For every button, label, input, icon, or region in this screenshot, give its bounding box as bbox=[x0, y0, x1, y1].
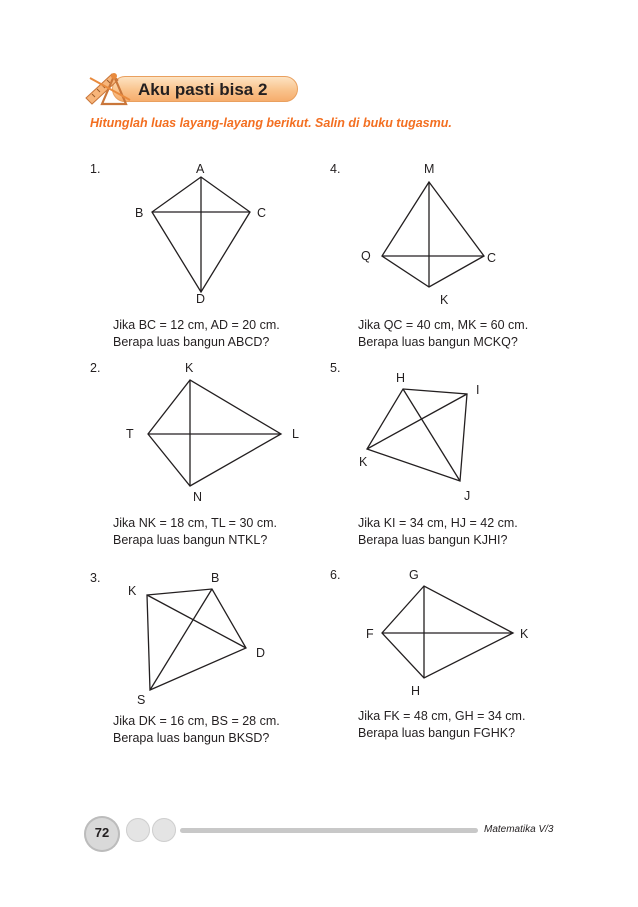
vertex-label: I bbox=[476, 383, 480, 397]
page-number: 72 bbox=[94, 825, 110, 840]
vertex-label: K bbox=[520, 627, 529, 641]
section-title: Aku pasti bisa 2 bbox=[138, 80, 268, 99]
problem-given: Jika KI = 34 cm, HJ = 42 cm. bbox=[358, 516, 518, 530]
vertex-label: C bbox=[487, 251, 497, 265]
problem-text-4 bbox=[358, 317, 528, 351]
problem-question: Berapa luas bangun FGHK? bbox=[358, 726, 516, 740]
vertex-label: H bbox=[396, 371, 406, 385]
problem-given: Jika NK = 18 cm, TL = 30 cm. bbox=[113, 516, 277, 530]
problem-text-1 bbox=[113, 317, 280, 351]
vertex-label: C bbox=[257, 206, 267, 220]
vertex-label: J bbox=[464, 489, 471, 503]
vertex-label: M bbox=[424, 162, 435, 176]
problem-question: Berapa luas bangun MCKQ? bbox=[358, 335, 518, 349]
vertex-label: D bbox=[196, 292, 206, 306]
problem-given: Jika QC = 40 cm, MK = 60 cm. bbox=[358, 318, 529, 332]
vertex-label: B bbox=[135, 206, 144, 220]
vertex-label: D bbox=[256, 646, 266, 660]
kite-figure-4 bbox=[382, 182, 484, 287]
vertex-label: B bbox=[211, 571, 220, 585]
kite-figure-5 bbox=[367, 389, 467, 481]
vertex-label: S bbox=[137, 693, 146, 707]
footer-dot bbox=[152, 818, 176, 842]
problem-question: Berapa luas bangun BKSD? bbox=[113, 731, 270, 745]
problem-text-2 bbox=[113, 515, 277, 549]
vertex-label: F bbox=[366, 627, 374, 641]
book-title: Matematika V/3 bbox=[484, 824, 554, 835]
vertex-label: K bbox=[359, 455, 368, 469]
problem-number-1: 1. bbox=[90, 162, 101, 176]
kite-figure-1 bbox=[152, 177, 250, 292]
problem-text-3 bbox=[113, 713, 280, 747]
vertex-label: L bbox=[292, 427, 299, 441]
vertex-label: A bbox=[196, 162, 205, 176]
problem-number-6: 6. bbox=[330, 568, 341, 582]
vertex-label: K bbox=[185, 361, 194, 375]
problem-number-4: 4. bbox=[330, 162, 341, 176]
problem-text-6 bbox=[358, 708, 525, 742]
problem-number-3: 3. bbox=[90, 571, 101, 585]
problem-question: Berapa luas bangun ABCD? bbox=[113, 335, 270, 349]
vertex-label: K bbox=[128, 584, 137, 598]
kite-figure-3 bbox=[147, 589, 246, 690]
vertex-label: G bbox=[409, 568, 419, 582]
problem-given: Jika BC = 12 cm, AD = 20 cm. bbox=[113, 318, 280, 332]
vertex-label: N bbox=[193, 490, 203, 504]
kite-figure-2 bbox=[148, 380, 281, 486]
vertex-label: H bbox=[411, 684, 421, 698]
problem-question: Berapa luas bangun NTKL? bbox=[113, 533, 268, 547]
kite-figure-6 bbox=[382, 586, 513, 678]
footer-divider bbox=[180, 828, 478, 833]
vertex-label: Q bbox=[361, 249, 371, 263]
problem-number-2: 2. bbox=[90, 361, 101, 375]
vertex-label: K bbox=[440, 293, 449, 307]
footer-dot bbox=[126, 818, 150, 842]
instruction-text: Hitunglah luas layang-layang berikut. Salin di buku tugasmu. bbox=[90, 116, 452, 130]
problem-given: Jika FK = 48 cm, GH = 34 cm. bbox=[358, 709, 526, 723]
problem-number-5: 5. bbox=[330, 361, 341, 375]
vertex-label: T bbox=[126, 427, 134, 441]
problem-question: Berapa luas bangun KJHI? bbox=[358, 533, 508, 547]
problem-given: Jika DK = 16 cm, BS = 28 cm. bbox=[113, 714, 280, 728]
problem-text-5 bbox=[358, 515, 518, 549]
